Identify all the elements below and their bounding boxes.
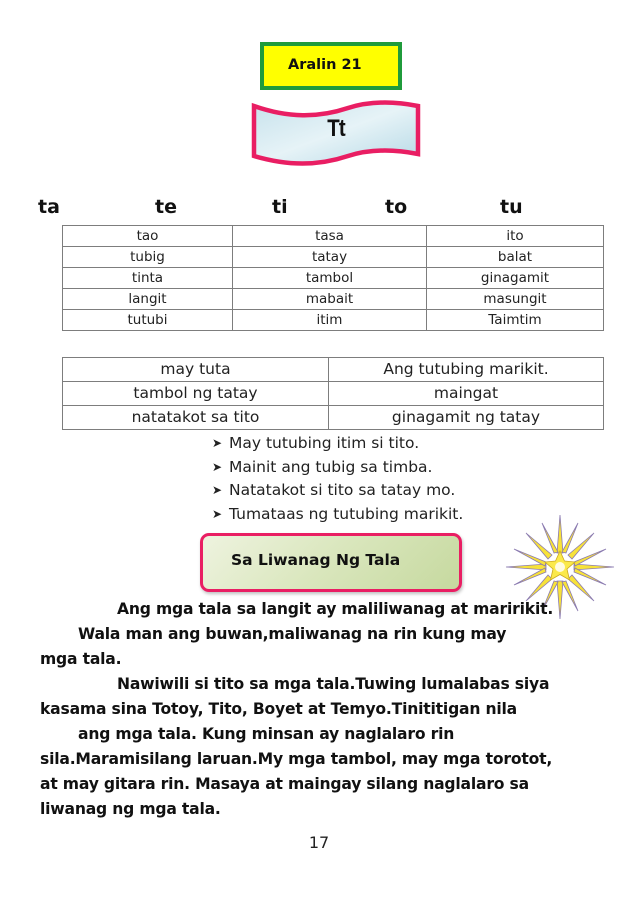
table-row: [63, 289, 604, 310]
table-cell: tutubi: [63, 310, 233, 331]
word-table: [62, 225, 604, 331]
story-title-box: [200, 533, 462, 592]
lesson-label: Aralin 21: [288, 57, 362, 73]
list-item: [212, 432, 463, 456]
table-cell: tao: [63, 226, 233, 247]
letter-banner: [248, 96, 424, 168]
table-cell: tambol: [233, 268, 427, 289]
story-line: Wala man ang buwan,maliwanag na rin kung may: [78, 625, 507, 643]
table-cell: langit: [63, 289, 233, 310]
story-line: mga tala.: [40, 650, 122, 668]
table-cell: maingat: [329, 382, 604, 406]
table-cell: masungit: [427, 289, 604, 310]
table-cell: ito: [427, 226, 604, 247]
story-line: ang mga tala. Kung minsan ay naglalaro rin: [78, 725, 455, 743]
list-item: [212, 479, 463, 503]
phrase-table: [62, 357, 604, 430]
list-item: [212, 456, 463, 480]
lesson-label-box: [260, 42, 402, 90]
table-cell: Ang tutubing marikit.: [329, 358, 604, 382]
table-row: [63, 226, 604, 247]
story-line: at may gitara rin. Masaya at maingay silang naglalaro sa: [40, 775, 529, 793]
syllable-tu: tu: [500, 196, 523, 218]
table-row: [63, 247, 604, 268]
table-cell: may tuta: [63, 358, 329, 382]
letter-title: Tt: [327, 115, 345, 142]
table-cell: itim: [233, 310, 427, 331]
table-row: [63, 382, 604, 406]
sentence-text: May tutubing itim si tito.: [229, 434, 420, 452]
sentence-text: Tumataas ng tutubing marikit.: [229, 505, 464, 524]
table-row: [63, 310, 604, 331]
sentence-list: [212, 432, 463, 527]
arrow-bullet-icon: ➤: [212, 507, 223, 522]
table-cell: tubig: [63, 247, 233, 268]
page-number: 17: [308, 833, 330, 852]
syllable-te: te: [155, 196, 177, 218]
table-cell: tatay: [233, 247, 427, 268]
syllable-to: to: [385, 196, 408, 218]
table-row: [63, 358, 604, 382]
table-cell: tambol ng tatay: [63, 382, 329, 406]
table-row: [63, 406, 604, 430]
table-cell: mabait: [233, 289, 427, 310]
arrow-bullet-icon: ➤: [212, 436, 223, 450]
story-line: sila.Maramisilang laruan.My mga tambol, may mga torotot,: [40, 750, 553, 768]
story-title: Sa Liwanag Ng Tala: [231, 551, 401, 569]
story-line: liwanag ng mga tala.: [40, 800, 221, 818]
table-cell: ginagamit ng tatay: [329, 406, 604, 430]
arrow-bullet-icon: ➤: [212, 459, 223, 474]
table-cell: tasa: [233, 226, 427, 247]
table-cell: tinta: [63, 268, 233, 289]
table-row: [63, 268, 604, 289]
table-cell: balat: [427, 247, 604, 268]
sentence-text: Mainit ang tubig sa timba.: [229, 457, 433, 476]
table-cell: natatakot sa tito: [63, 406, 329, 430]
table-cell: ginagamit: [427, 268, 604, 289]
story-line: Nawiwili si tito sa mga tala.Tuwing lumalabas siya: [117, 675, 550, 693]
story-line: kasama sina Totoy, Tito, Boyet at Temyo.Tinititigan nila: [40, 700, 518, 718]
story-line: Ang mga tala sa langit ay maliliwanag at maririkit.: [117, 600, 554, 618]
arrow-bullet-icon: ➤: [212, 483, 223, 498]
table-cell: Taimtim: [427, 310, 604, 331]
sentence-text: Natatakot si tito sa tatay mo.: [229, 481, 456, 500]
syllable-ta: ta: [38, 196, 60, 218]
syllable-ti: ti: [272, 196, 288, 218]
list-item: [212, 503, 463, 527]
